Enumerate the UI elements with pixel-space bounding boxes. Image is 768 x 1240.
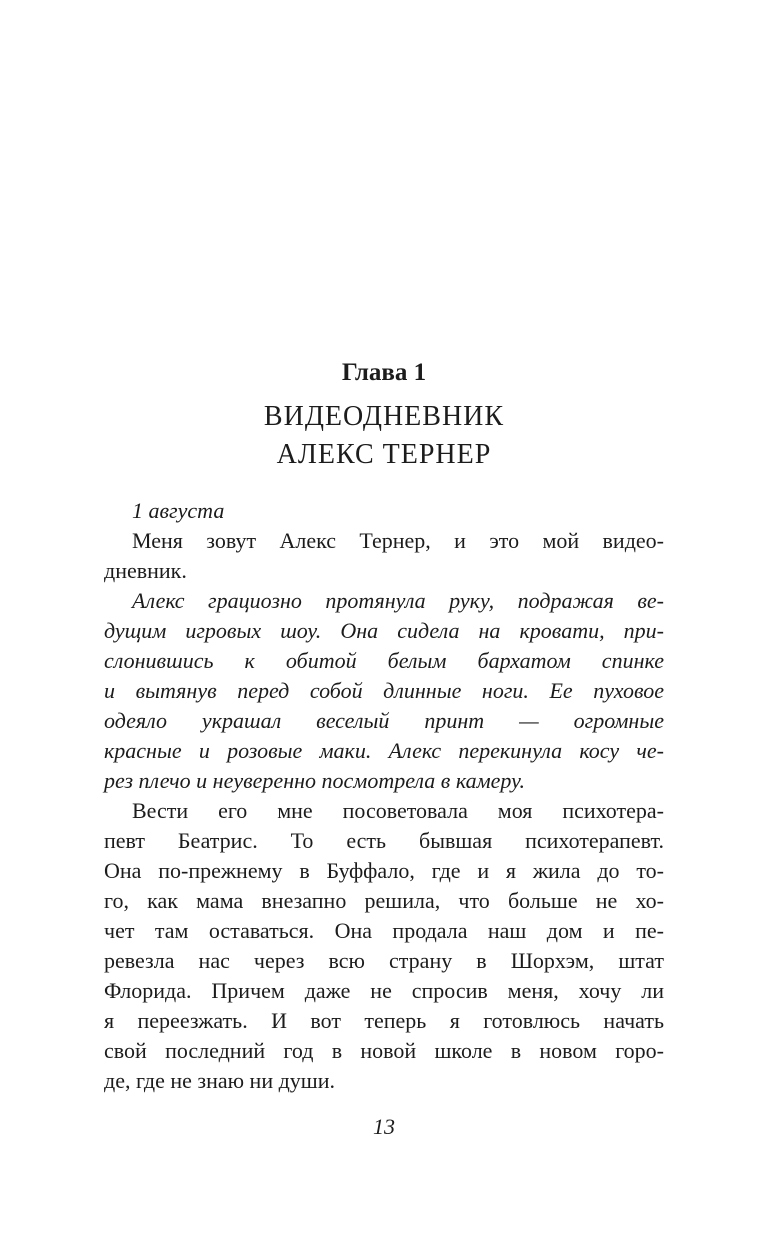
text-line: ревезла нас через всю страну в Шорхэм, штат	[104, 948, 664, 973]
paragraph	[104, 496, 664, 526]
page-content	[104, 0, 664, 1142]
text-line: де, где не знаю ни души.	[104, 1068, 335, 1093]
text-line: Вести его мне посоветовала моя психотера-	[132, 798, 664, 823]
paragraph	[104, 796, 664, 1096]
text-line: Она по-прежнему в Буффало, где и я жила до то-	[104, 858, 664, 883]
page-number: 13	[373, 1114, 395, 1139]
text-line: дневник.	[104, 558, 187, 583]
text-line: дущим игровых шоу. Она сидела на кровати, при-	[104, 618, 664, 643]
text-line: чет там оставаться. Она продала наш дом и пе-	[104, 918, 664, 943]
paragraph	[104, 526, 664, 586]
chapter-label: Глава 1	[341, 359, 427, 386]
text-line: Флорида. Причем даже не спросив меня, хочу ли	[104, 978, 664, 1003]
text-line: певт Беатрис. То есть бывшая психотерапевт.	[104, 828, 664, 853]
text-line: одеяло украшал веселый принт — огромные	[104, 708, 664, 733]
text-line: слонившись к обитой белым бархатом спинке	[104, 648, 664, 673]
chapter-title-line-1: ВИДЕОДНЕВНИК	[263, 401, 505, 432]
text-line: Алекс грациозно протянула руку, подражая ве-	[132, 588, 664, 613]
text-line: Меня зовут Алекс Тернер, и это мой видео-	[132, 528, 664, 553]
text-line: го, как мама внезапно решила, что больше не хо-	[104, 888, 664, 913]
paragraph	[104, 586, 664, 796]
chapter-title-line-2: АЛЕКС ТЕРНЕР	[276, 439, 492, 470]
text-line: красные и розовые маки. Алекс перекинула косу че-	[104, 738, 664, 763]
text-line: 1 августа	[132, 498, 225, 523]
paragraphs	[104, 496, 664, 1096]
text-line: я переезжать. И вот теперь я готовлюсь начать	[104, 1008, 664, 1033]
text-line: и вытянув перед собой длинные ноги. Ее пуховое	[104, 678, 664, 703]
text-line: свой последний год в новой школе в новом горо-	[104, 1038, 664, 1063]
chapter-heading	[104, 358, 664, 474]
text-line: рез плечо и неуверенно посмотрела в камеру.	[104, 768, 525, 793]
